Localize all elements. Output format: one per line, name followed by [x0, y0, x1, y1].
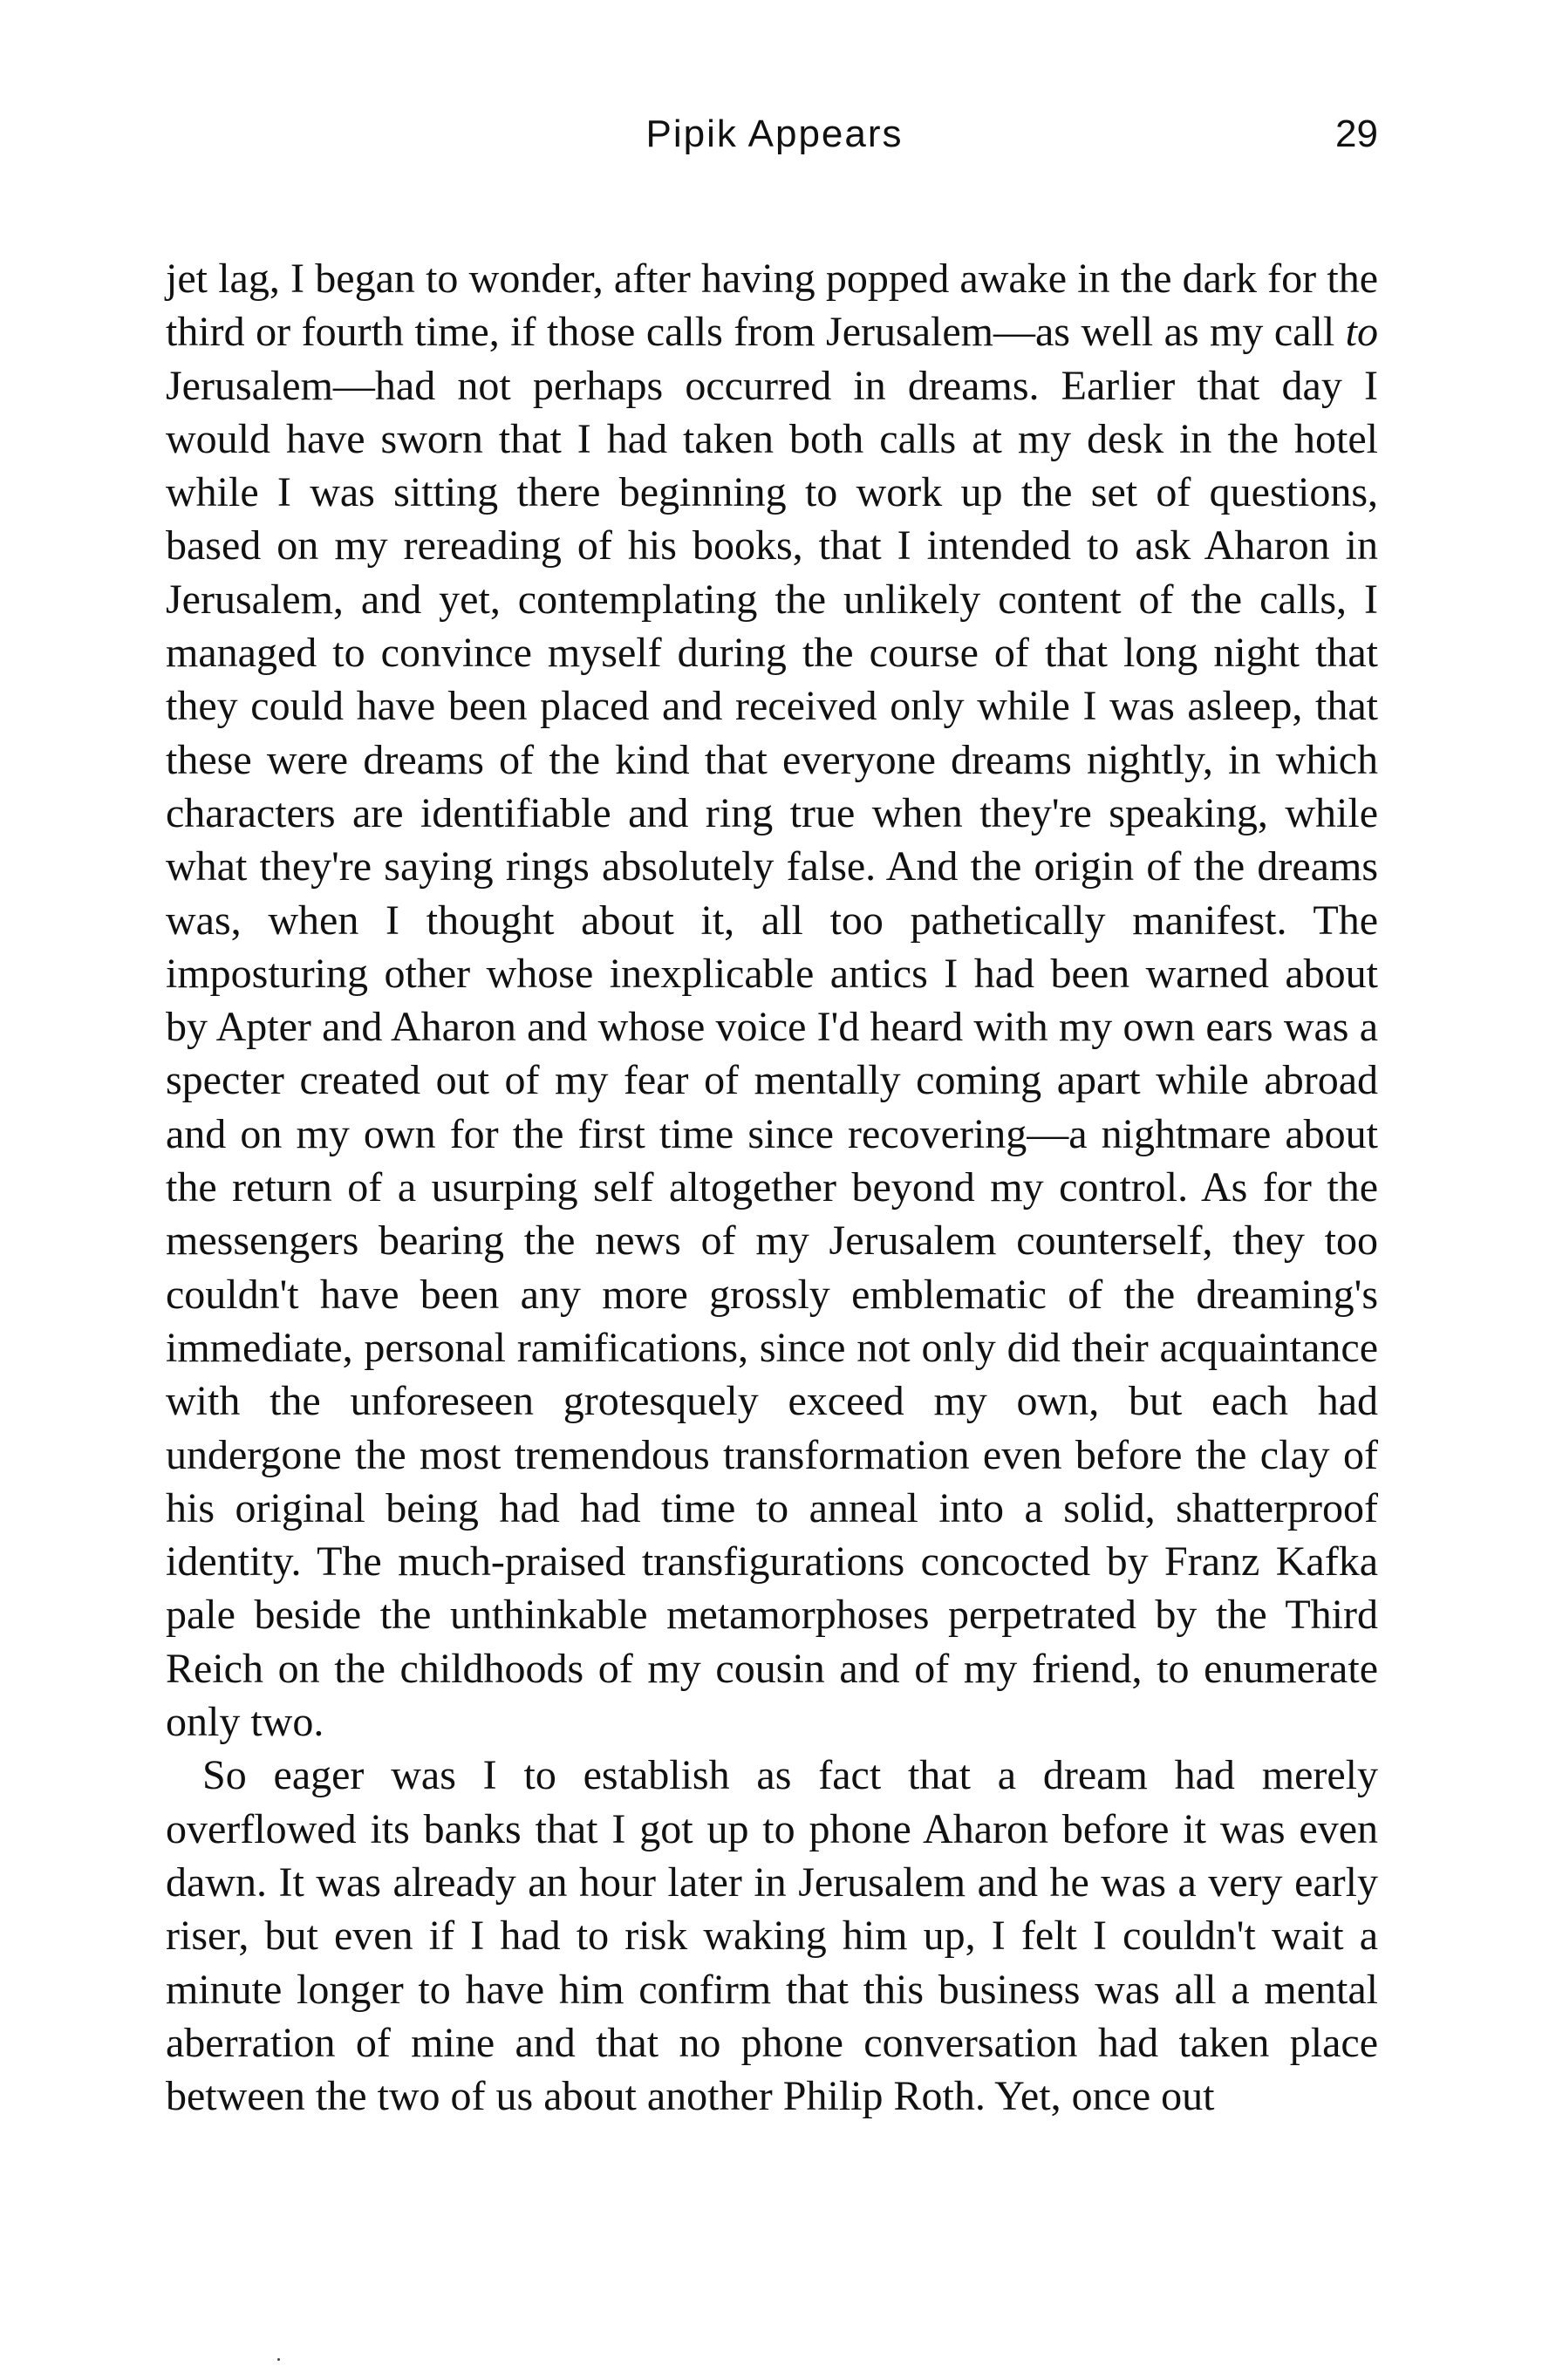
running-head-title: Pipik Appears — [645, 113, 904, 155]
paragraph-2: So eager was I to establish as fact that a dream had merely overflowed its banks that I got up to phone Aharon before it was even dawn. It was already an hour later in Jerusalem and he was a very early riser, but even if I had to risk waking him up, I felt I couldn't wait a minute longer to have him confirm that this business was all a mental aberration of mine and that no phone conversation had taken place between the two of us about another Philip Roth. Yet, once out — [166, 1752, 1378, 2120]
stray-dot-mark — [277, 2358, 280, 2361]
paragraph-1-text-end: Jerusalem—had not perhaps occurred in dreams. Earlier that day I would have sworn that I had taken both calls at my desk in the hotel while I was sitting there beginning to work up the set of questions, based on my rereading of his books, that I intended to ask Aharon in Jerusalem, and yet, contemplating the unlikely content of the calls, I managed to convince myself during the course of that long night that they could have been placed and received only while I was asleep, that these were dreams of the kind that everyone dreams nightly, in which characters are identifiable and ring true when they're speaking, while what they're saying rings absolutely false. And the origin of the dreams was, when I thought about it, all too pathetically manifest. The imposturing other whose inexplicable antics I had been warned about by Apter and Aharon and whose voice I'd heard with my own ears was a specter created out of my fear of mentally coming apart while abroad and on my own for the first time since recovering—a nightmare about the return of a usurping self altogether beyond my control. As for the messengers bearing the news of my Jerusalem counterself, they too couldn't have been any more grossly emblematic of the dreaming's immediate, personal ramifications, since not only did their acquaintance with the unforeseen grotesquely exceed my own, but each had undergone the most tremendous transformation even before the clay of his original being had had time to anneal into a solid, shatterproof identity. The much-praised transfigurations concocted by Franz Kafka pale beside the unthinkable metamorphoses perpetrated by the Third Reich on the childhoods of my cousin and of my friend, to enumerate only two. — [166, 362, 1378, 1746]
page-number: 29 — [1335, 113, 1378, 155]
paragraph-1-text-start: jet lag, I began to wonder, after having popped awake in the dark for the third or fourth time, if those calls from Jerusalem—as well as my call — [166, 256, 1378, 356]
paragraph-1 — [166, 252, 1378, 1749]
page-body — [166, 252, 1378, 2123]
paragraph-1-emphasis: to — [1345, 309, 1378, 356]
